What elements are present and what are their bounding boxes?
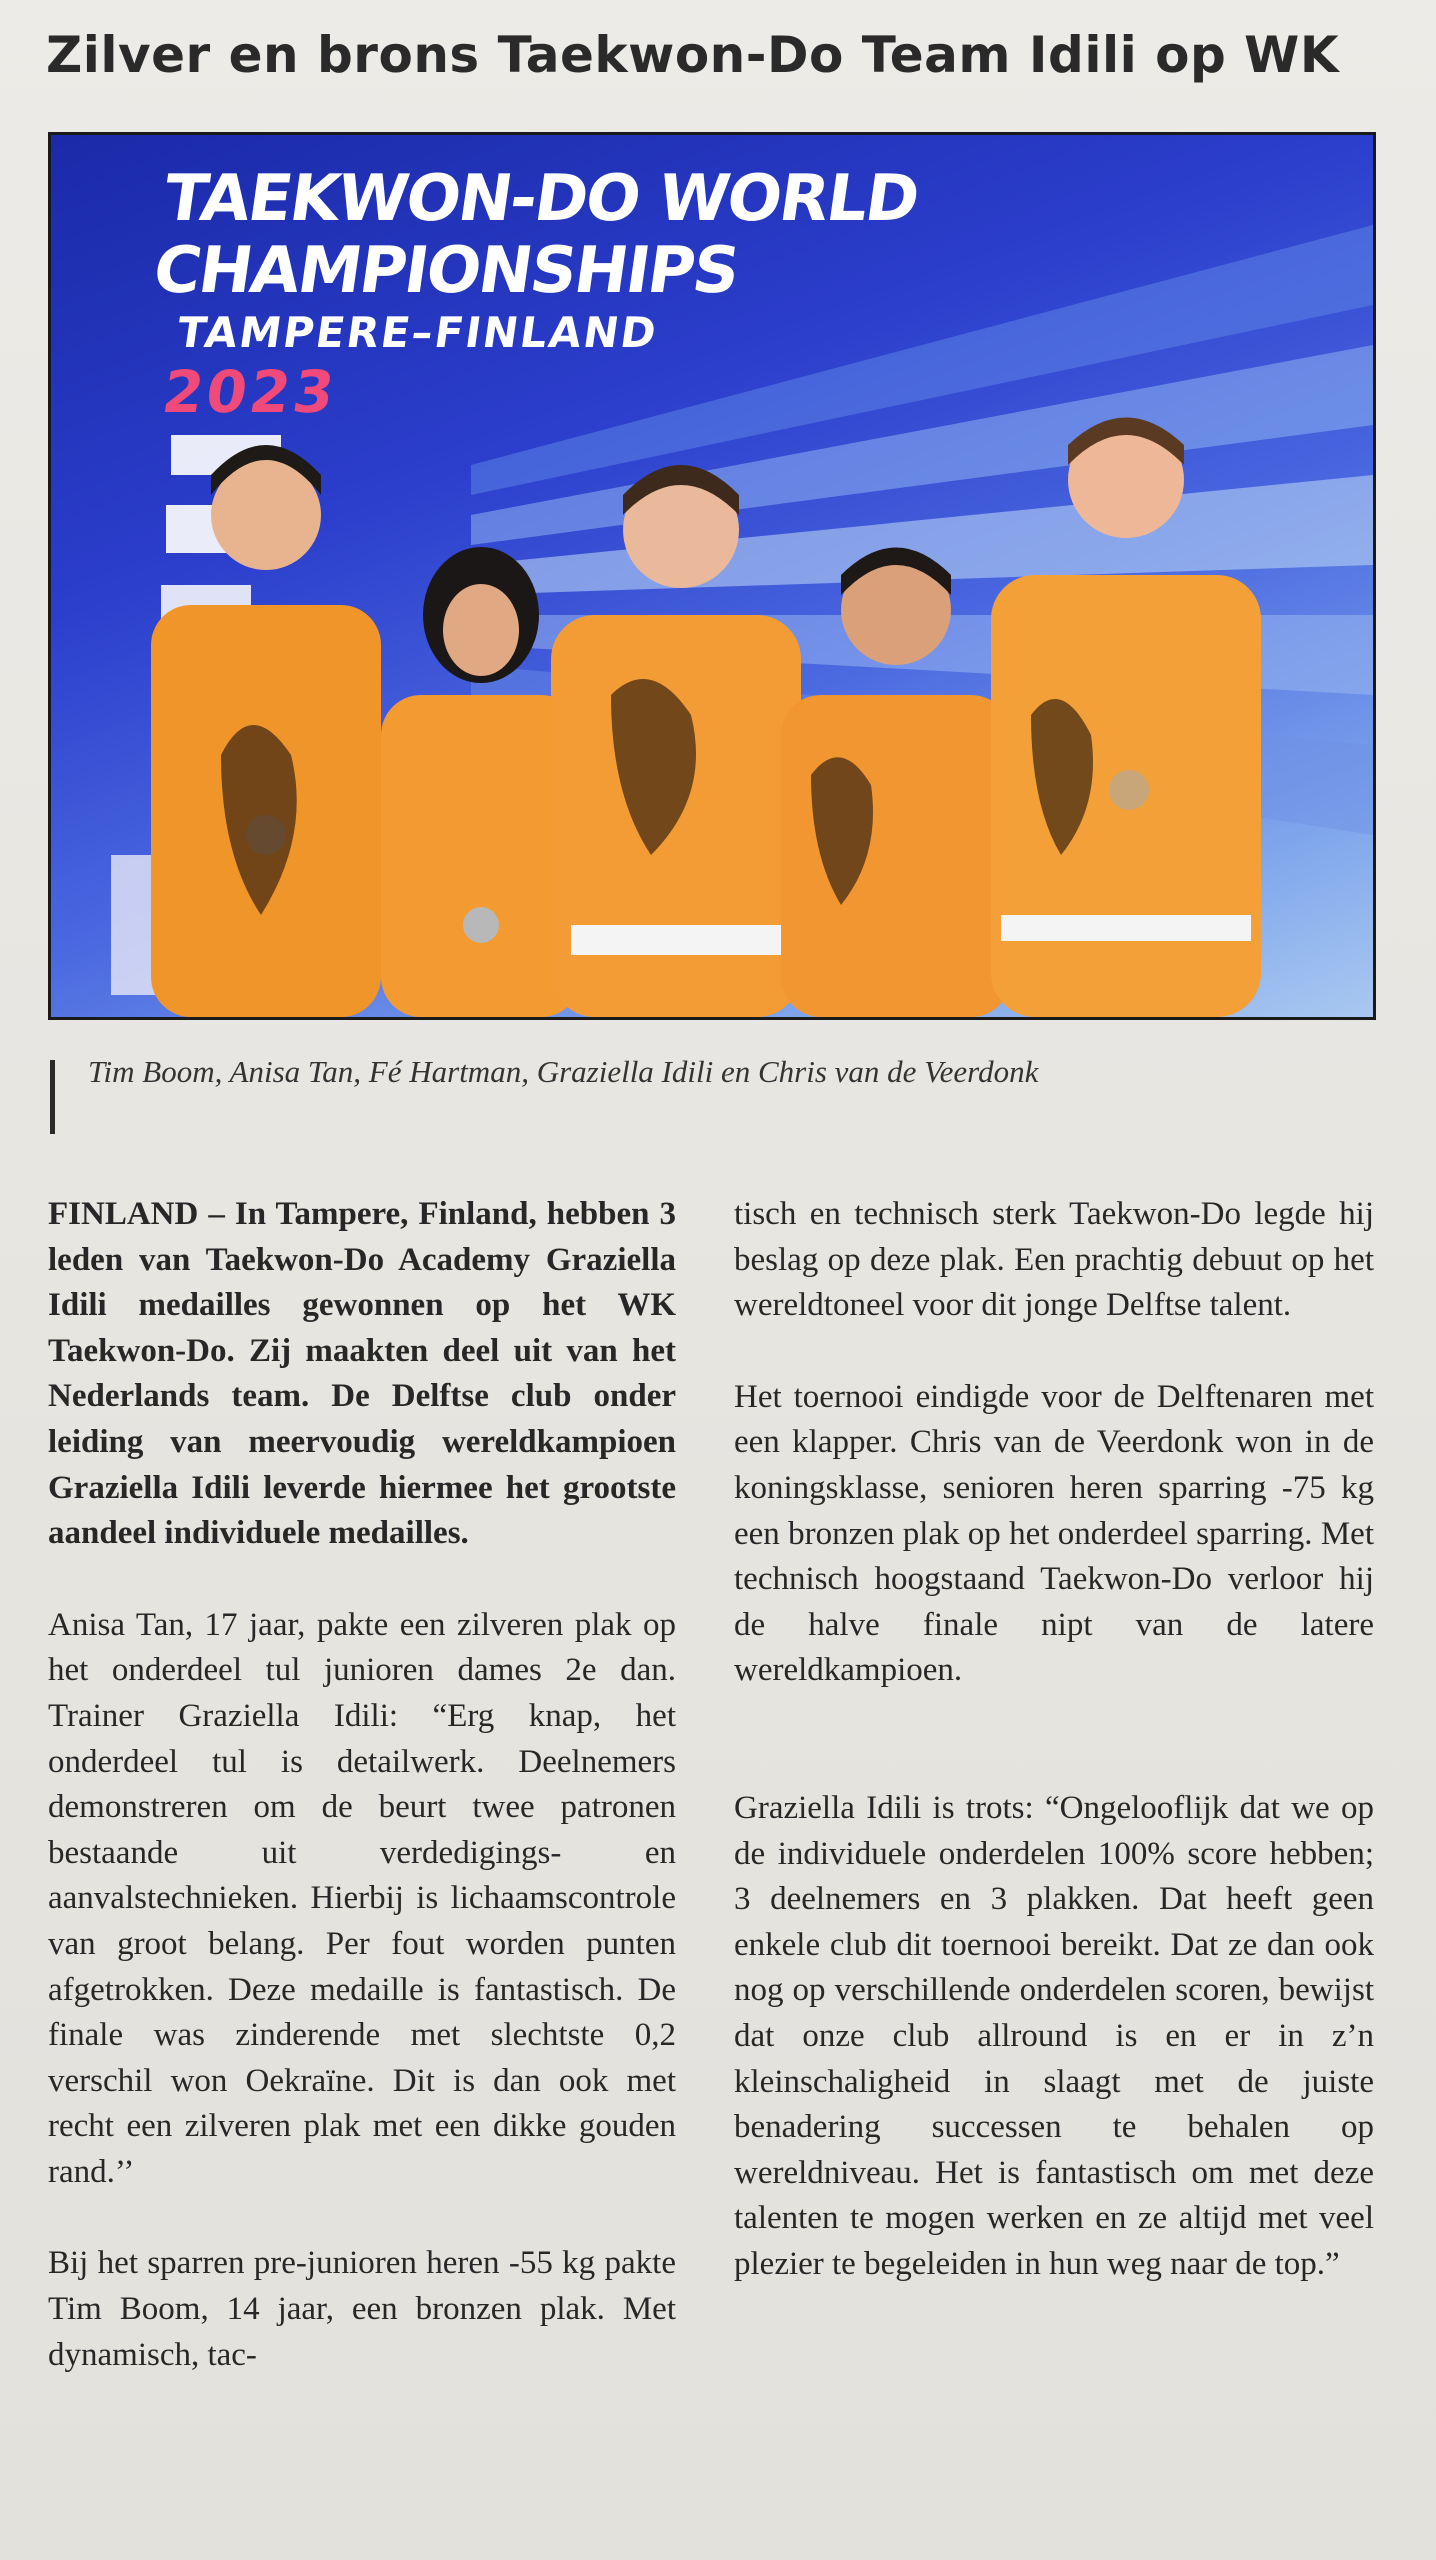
team-photo bbox=[48, 132, 1376, 1020]
article-headline: Zilver en brons Taekwon-Do Team Idili op WK bbox=[46, 26, 1340, 84]
article-paragraph-4: Graziella Idili is trots: “Ongelooflijk dat we op de individuele onderdelen 100% score hebben; 3 deelnemers en 3 plakken. Dat heeft geen enkele club dit toernooi bereikt. Dat ze dan ook nog op verschillende onderdelen scoren, bewijst dat onze club allround is en er in z’n kleinschaligheid in slaagt met de juiste benadering successen te behalen op wereldniveau. Het is fantastisch om met deze talenten te mogen werken en ze altijd met veel plezier te begeleiden in hun weg naar de top.” bbox=[734, 1789, 1374, 2282]
photo-caption: Tim Boom, Anisa Tan, Fé Hartman, Graziella Idili en Chris van de Veerdonk bbox=[88, 1054, 1039, 1089]
championship-banner bbox=[133, 163, 1376, 425]
banner-title: TAEKWON-DO WORLD CHAMPIONSHIPS bbox=[149, 162, 923, 308]
article-paragraph-2-continued: tisch en technisch sterk Taekwon-Do legde hij beslag op deze plak. Een prachtig debuut op het wereldtoneel voor dit jonge Delftse talent. bbox=[734, 1196, 1374, 1324]
article-paragraph-1: Anisa Tan, 17 jaar, pakte een zilveren plak op het onderdeel tul junioren dames 2e dan. Trainer Graziella Idili: “Erg knap, het onderdeel tul is detailwerk. Deelnemers demonstreren om de beurt twee patronen bestaande uit verdedigings- en aanvalstechnieken. Hierbij is lichaamscontrole van groot belang. Per fout worden punten afgetrokken. Deze medaille is fantastisch. De finale was zinderende met slechtste 0,2 verschil won Oekraïne. Dit is dan ook met recht een zilveren plak met een dikke gouden rand.’’ bbox=[48, 1606, 676, 2190]
banner-year: 2023 bbox=[158, 358, 342, 426]
banner-location: TAMPERE–FINLAND bbox=[174, 308, 661, 357]
article-lead: FINLAND – In Tampere, Finland, hebben 3 leden van Taekwon-Do Academy Graziella Idili medailles gewonnen op het WK Taekwon-Do. Zij maakten deel uit van het Nederlands team. De Delftse club onder leiding van meervoudig wereldkampioen Graziella Idili leverde hiermee het grootste aandeel individuele medailles. bbox=[48, 1196, 676, 1552]
caption-rule bbox=[50, 1060, 55, 1134]
article-column-left bbox=[48, 1192, 676, 2378]
article-column-right bbox=[734, 1192, 1374, 2287]
article-paragraph-2: Bij het sparren pre-junioren heren -55 kg pakte Tim Boom, 14 jaar, een bronzen plak. Met dynamisch, tac- bbox=[48, 2245, 676, 2373]
article-paragraph-3: Het toernooi eindigde voor de Delftenaren met een klapper. Chris van de Veerdonk won in de koningsklasse, senioren heren sparring -75 kg een bronzen plak op het onderdeel sparring. Met technisch hoogstaand Taekwon-Do verloor hij de halve finale nipt van de latere wereldkampioen. bbox=[734, 1378, 1374, 1689]
